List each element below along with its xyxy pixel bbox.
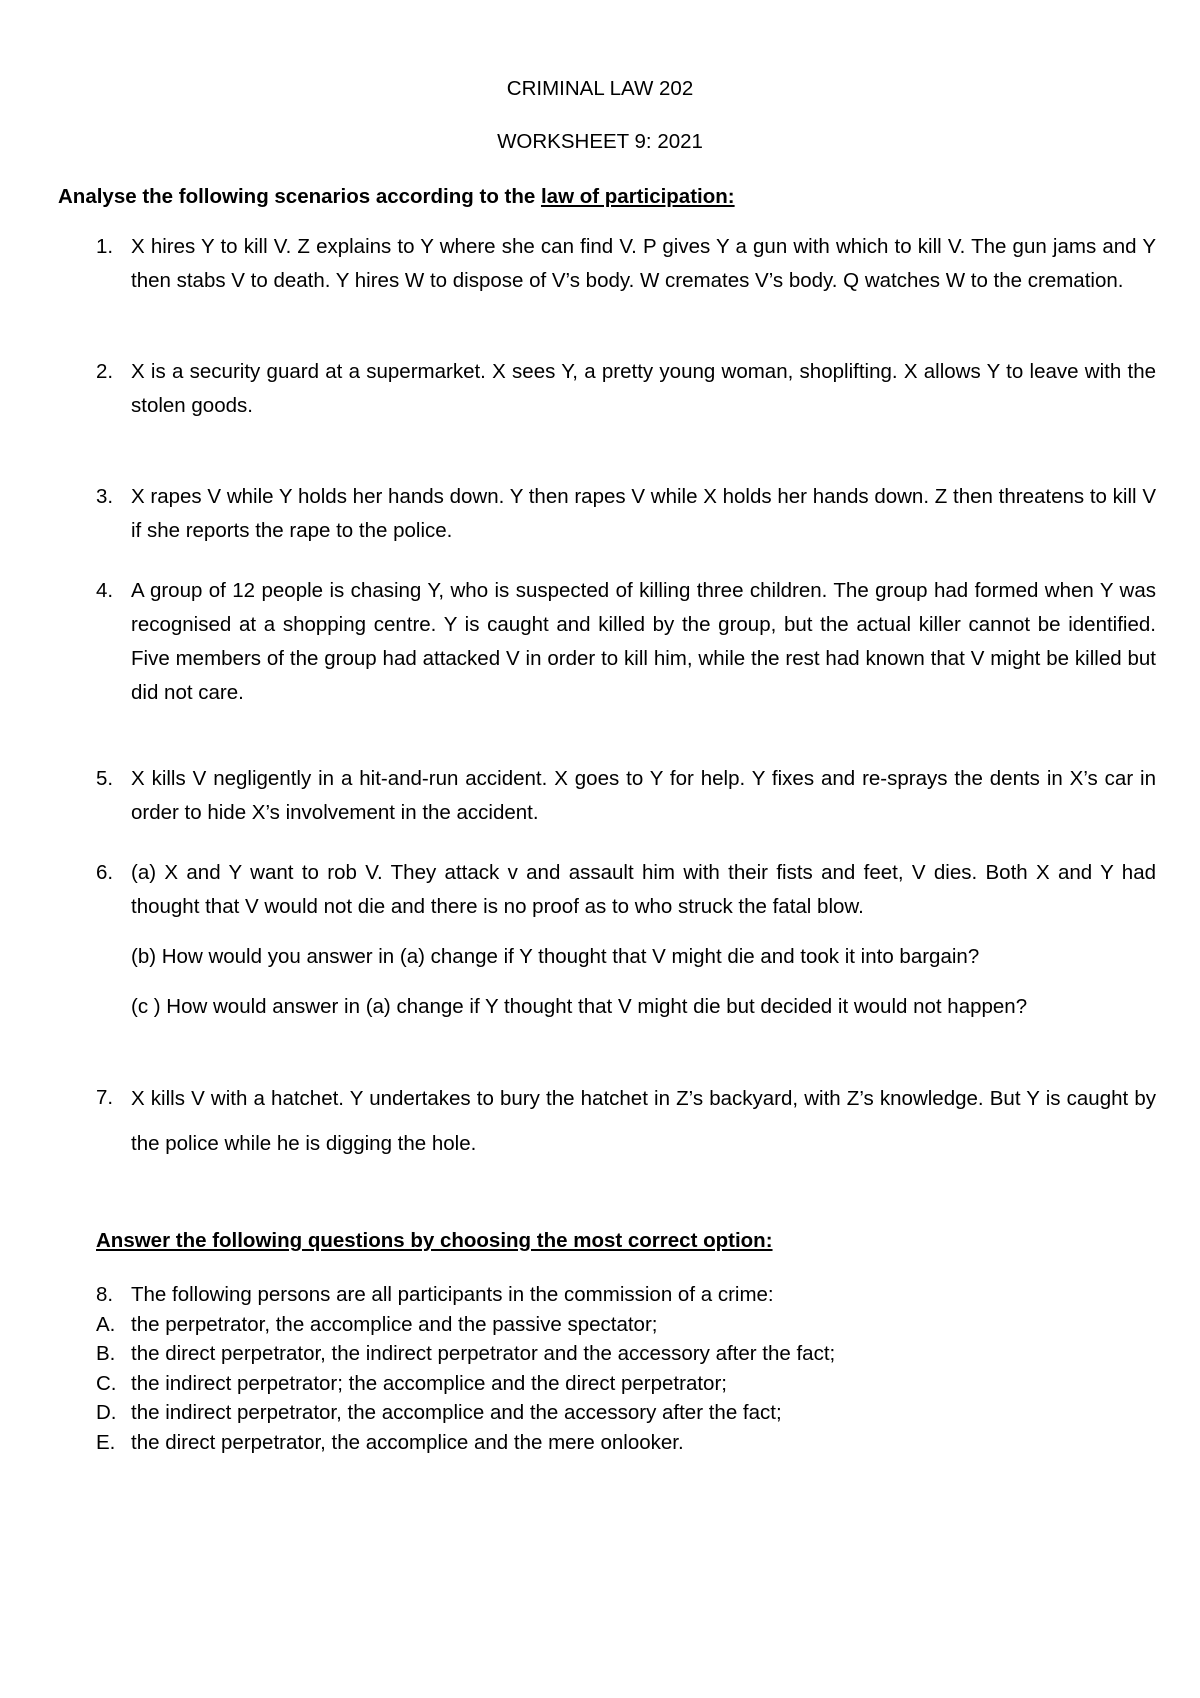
section1-instruction-prefix: Analyse the following scenarios according to the (58, 185, 541, 208)
option-text: the direct perpetrator, the accomplice and the mere onlooker. (131, 1430, 684, 1454)
scenario-number: 2. (96, 360, 114, 383)
option-text: the direct perpetrator, the indirect perpetrator and the accessory after the fact; (131, 1342, 836, 1365)
option-text: the perpetrator, the accomplice and the passive spectator; (131, 1312, 658, 1336)
scenario-number: 4. (96, 579, 114, 602)
question-stem (96, 1280, 1156, 1310)
question-8 (96, 1280, 1156, 1457)
option-c (96, 1369, 1156, 1399)
option-b (96, 1339, 1156, 1369)
scenario-6 (96, 856, 1156, 1024)
scenario-number: 7. (96, 1086, 114, 1109)
scenario-text: X rapes V while Y holds her hands down. Y then rapes V while X holds her hands down. Z then threatens to kill V if she reports the rape to the police. (131, 485, 1156, 542)
scenario-6c-text: (c ) How would answer in (a) change if Y thought that V might die but decided it would not happen? (131, 995, 1028, 1018)
scenario-text: A group of 12 people is chasing Y, who is suspected of killing three children. The group had formed when Y was recognised at a shopping centre. Y is caught and killed by the group, but the actual killer cannot be identified. Five members of the group had attacked V in order to kill him, while the rest had known that V might be killed but did not care. (131, 579, 1156, 704)
scenario-6b-text: (b) How would you answer in (a) change if Y thought that V might die and took it into bargain? (131, 945, 980, 968)
question-number: 8. (96, 1283, 114, 1306)
option-label: E. (96, 1430, 116, 1454)
scenario-4 (96, 574, 1156, 710)
option-label: A. (96, 1312, 116, 1336)
scenario-text: (a) X and Y want to rob V. They attack v and assault him with their fists and feet, V dies. Both X and Y had thought that V would not die and there is no proof as to who struck the fatal blow. (131, 861, 1156, 918)
section1-instruction (58, 180, 735, 214)
option-d (96, 1398, 1156, 1428)
scenario-text: X is a security guard at a supermarket. X sees Y, a pretty young woman, shoplifting. X allows Y to leave with the stolen goods. (131, 360, 1156, 417)
scenario-text: X kills V negligently in a hit-and-run accident. X goes to Y for help. Y fixes and re-sprays the dents in X’s car in order to hide X’s involvement in the accident. (131, 767, 1156, 824)
option-e (96, 1428, 1156, 1458)
scenario-number: 1. (96, 235, 114, 258)
worksheet-title: WORKSHEET 9: 2021 (497, 130, 703, 153)
scenario-text: X hires Y to kill V. Z explains to Y where she can find V. P gives Y a gun with which to kill V. The gun jams and Y then stabs V to death. Y hires W to dispose of V’s body. W cremates V’s body. Q watches W to the cremation. (131, 235, 1156, 292)
option-label: B. (96, 1342, 116, 1365)
scenario-number: 5. (96, 767, 114, 790)
scenario-1 (96, 230, 1156, 298)
scenario-5 (96, 762, 1156, 830)
scenario-7 (96, 1081, 1156, 1166)
scenario-number: 6. (96, 861, 114, 884)
section1-instruction-underlined: law of participation: (540, 185, 735, 208)
scenario-text: X kills V with a hatchet. Y undertakes to bury the hatchet in Z’s backyard, with Z’s knowledge. But Y is caught by the police while he is digging the hole. (131, 1087, 1156, 1155)
section2-instruction: Answer the following questions by choosing the most correct option: (96, 1229, 773, 1252)
option-text: the indirect perpetrator, the accomplice and the accessory after the fact; (131, 1401, 782, 1424)
scenario-3 (96, 480, 1156, 548)
option-a (96, 1310, 1156, 1340)
question-text: The following persons are all participants in the commission of a crime: (131, 1283, 774, 1306)
scenario-2 (96, 355, 1156, 423)
option-text: the indirect perpetrator; the accomplice and the direct perpetrator; (131, 1371, 727, 1395)
scenario-number: 3. (96, 485, 114, 508)
option-label: C. (96, 1371, 117, 1395)
option-label: D. (96, 1401, 117, 1424)
course-title: CRIMINAL LAW 202 (506, 77, 694, 100)
